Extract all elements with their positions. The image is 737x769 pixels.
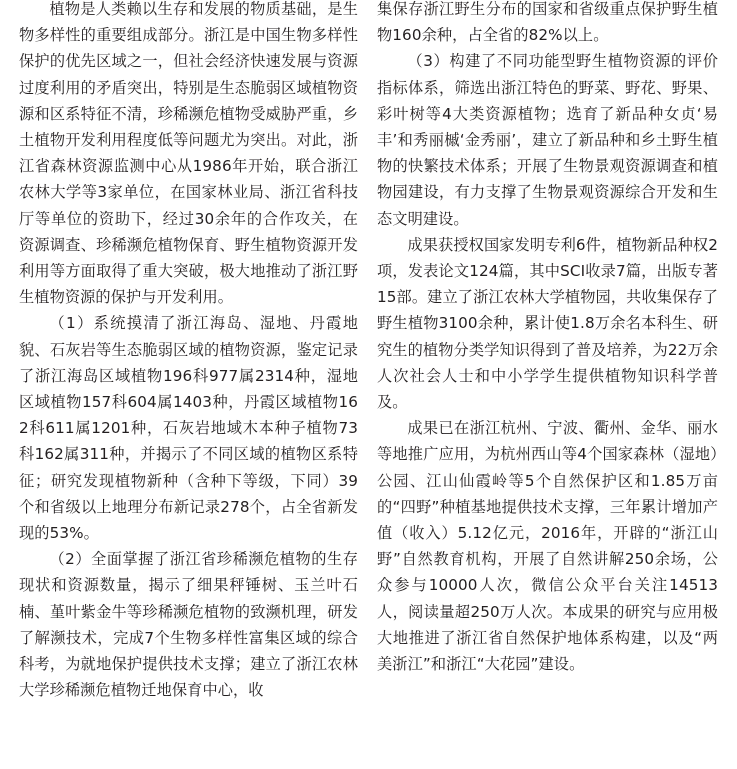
right-column	[377, 0, 718, 677]
finding-2-paragraph: （2）全面掌握了浙江省珍稀濒危植物的生存现状和资源数量，揭示了细果秤锤树、玉兰叶石楠、堇叶紫金牛等珍稀濒危植物的致濒机理，研发了解濒技术，完成7个生物多样性富集区域的综合科考，为就地保护提供技术支撑；建立了浙江农林大学珍稀濒危植物迁地保育中心，收	[19, 550, 358, 700]
finding-3-paragraph: （3）构建了不同功能型野生植物资源的评价指标体系，筛选出浙江特色的野菜、野花、野果、彩叶树等4大类资源植物；选育了新品种女贞‘易丰’和秀丽槭‘金秀丽’，建立了新品种和乡土野生植物的快繁技术体系；开展了生物景观资源调查和植物园建设，有力支撑了生物景观资源综合开发和生态文明建设。	[377, 52, 718, 228]
finding-2-continuation: 集保存浙江野生分布的国家和省级重点保护野生植物160余种，占全省的82%以上。	[377, 0, 718, 45]
achievements-paragraph: 成果获授权国家发明专利6件，植物新品种权2项，发表论文124篇，其中SCI收录7篇，出版专著15部。建立了浙江农林大学植物园，共收集保存了野生植物3100余种，累计使1.8万余名本科生、研究生的植物分类学知识得到了普及培养，为22万余人次社会人士和中小学学生提供植物知识科学普及。	[377, 235, 718, 412]
left-column	[19, 0, 358, 703]
finding-1-paragraph: （1）系统摸清了浙江海岛、湿地、丹霞地貌、石灰岩等生态脆弱区域的植物资源，鉴定记录了浙江海岛区域植物196科977属2314种，湿地区域植物157科604属1403种，丹霞区域植物162科611属1201种，石灰岩地域木本种子植物73科162属311种，并揭示了不同区域的植物区系特征；研究发现植物新种（含种下等级，下同）39个和省级以上地理分布新记录278个，占全省新发现的53%。	[19, 314, 358, 543]
application-paragraph: 成果已在浙江杭州、宁波、衢州、金华、丽水等地推广应用，为杭州西山等4个国家森林（湿地）公园、江山仙霞岭等5个自然保护区和1.85万亩的“四野”种植基地提供技术支撑，三年累计增加产值（收入）5.12亿元，2016年，开辟的“浙江山野”自然教育机构，开展了自然讲解250余场，公众参与10000人次，微信公众平台关注14513人，阅读量超250万人次。本成果的研究与应用极大地推进了浙江省自然保护地体系构建，以及“两美浙江”和浙江“大花园”建设。	[377, 419, 718, 674]
intro-paragraph: 植物是人类赖以生存和发展的物质基础，是生物多样性的重要组成部分。浙江是中国生物多样性保护的优先区域之一，但社会经济快速发展与资源过度利用的矛盾突出，特别是生态脆弱区域植物资源和区系特征不清，珍稀濒危植物受威胁严重，乡土植物开发利用程度低等问题尤为突出。对此，浙江省森林资源监测中心从1986年开始，联合浙江农林大学等3家单位，在国家林业局、浙江省科技厅等单位的资助下，经过30余年的合作攻关，在资源调查、珍稀濒危植物保育、野生植物资源开发利用等方面取得了重大突破，极大地推动了浙江野生植物资源的保护与开发利用。	[19, 0, 358, 307]
